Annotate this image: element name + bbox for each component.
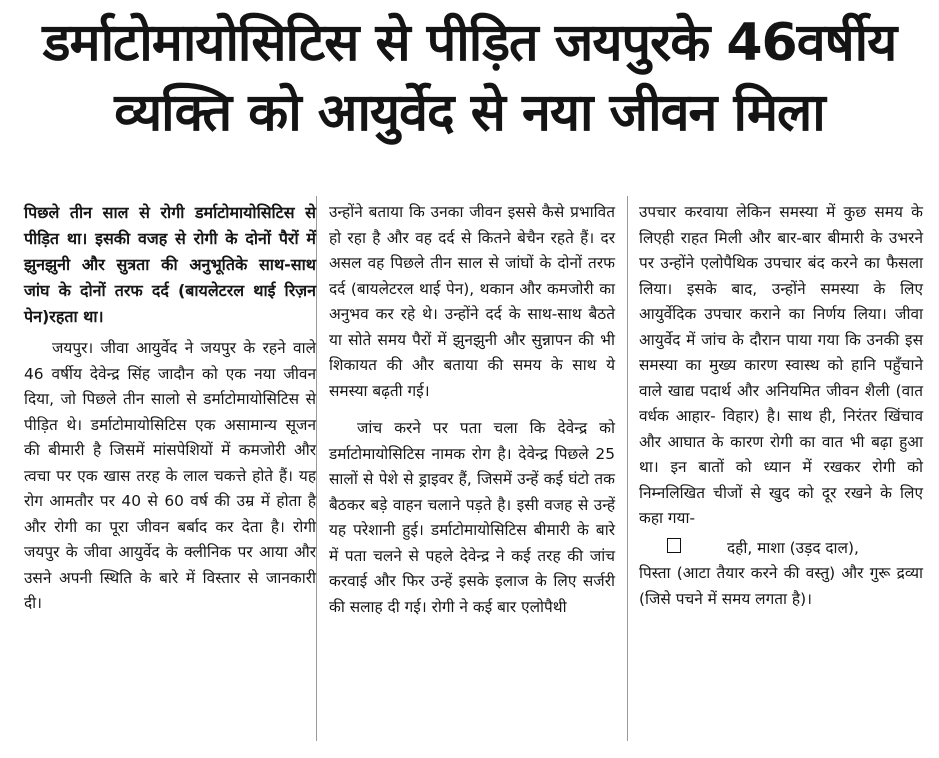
body-paragraph: उपचार करवाया लेकिन समस्या में कुछ समय के लिएही राहत मिली और बार-बार बीमारी के उभरने पर उन्होंने एलोपैथिक उपचार बंद करने का फैसला लिया। इसके बाद, उन्होंने समस्या के लिए आयुर्वेदिक उपचार कराने का निर्णय लिया। जीवा आयुर्वेद में जांच के दौरान पाया गया कि उनकी इस समस्या का मुख्य कारण स्वास्थ को हानि पहुँचाने वाले खाद्य पदार्थ और अनियमित जीवन शैली (वात वर्धक आहार- विहार) है। साथ ही, निरंतर खिंचाव और आघात के कारण रोगी का वात भी बढ़ा हुआ था। इन बातों को ध्यान में रखकर रोगी को निम्नलिखित चीजों से खुद को दूर रखने के लिए कहा गया- — [639, 203, 923, 527]
headline-line-1: डर्माटोमायोसिटिस से पीड़ित जयपुरके 46वर्षीय — [42, 13, 897, 73]
headline — [10, 8, 929, 148]
bullet-item — [639, 536, 923, 562]
bullet-first-line: दही, माशा (उड़द दाल), — [727, 538, 859, 557]
column-divider — [627, 196, 628, 741]
column-divider — [316, 196, 317, 741]
lead-paragraph: पिछले तीन साल से रोगी डर्माटोमायोसिटिस से पीड़ित था। इसकी वजह से रोगी के दोनों पैरों में झुनझुनी और सुत्रता की अनुभूतिके साथ-साथ जांघ के दोनों तरफ दर्द (बायलेटरल थाई रिज़न पेन)रहता था। — [24, 203, 316, 326]
headline-line-2: व्यक्ति को आयुर्वेद से नया जीवन मिला — [114, 83, 825, 143]
body-paragraph: जांच करने पर पता चला कि देवेन्द्र को डर्माटोमायोसिटिस नामक रोग है। देवेन्द्र पिछले 25 सालों से पेशे से ड्राइवर हैं, जिसमें उन्हें कई घंटो तक बैठकर बड़े वाहन चलाने पड़ते है। इसी वजह से उन्हें यह परेशानी हुई। डर्माटोमायोसिटिस बीमारी के बारे में पता चलने से पहले देवेन्द्र ने कई तरह की जांच करवाई और फिर उन्हें इसके इलाज के लिए सर्जरी की सलाह दी गई। रोगी ने कई बार एलोपैथी — [329, 419, 615, 616]
article-column-3 — [639, 200, 923, 612]
article-column-2 — [329, 200, 615, 620]
body-paragraph: उन्होंने बताया कि उनका जीवन इससे कैसे प्रभावित हो रहा है और वह दर्द से कितने बेचैन रहते हैं। दर असल वह पिछले तीन साल से जांघों के दोनों तरफ दर्द (बायलेटरल थाई पेन), थकान और कमजोरी का अनुभव कर रहे थे। उन्होंने दर्द के साथ-साथ बैठते या सोते समय पैरों में झुनझुनी और सुन्नापन की भी शिकायत की और बताया की समय के साथ ये समस्या बढ़ती गई। — [329, 203, 615, 400]
body-paragraph: जयपुर। जीवा आयुर्वेद ने जयपुर के रहने वाले 46 वर्षीय देवेन्द्र सिंह जादौन को एक नया जीवन दिया, जो पिछले तीन सालो से डर्माटोमायोसिटिस से पीड़ित थे। डर्माटोमायोसिटिस एक असामान्य सूजन की बीमारी है जिसमें मांसपेशियों में कमजोरी और त्वचा पर एक खास तरह के लाल चकत्ते होते हैं। यह रोग आमतौर पर 40 से 60 वर्ष की उम्र में होता है और रोगी का पूरा जीवन बर्बाद कर देता है। रोगी जयपुर के जीवा आयुर्वेद के क्लीनिक पर आया और उसने अपनी स्थिति के बारे में विस्तार से जानकारी दी। — [24, 339, 316, 612]
article-column-1 — [24, 200, 316, 617]
bullet-continuation: पिस्ता (आटा तैयार करने की वस्तु) और गुरू द्रव्या (जिसे पचने में समय लगता है)। — [639, 564, 923, 608]
checkbox-bullet-icon — [667, 538, 681, 553]
